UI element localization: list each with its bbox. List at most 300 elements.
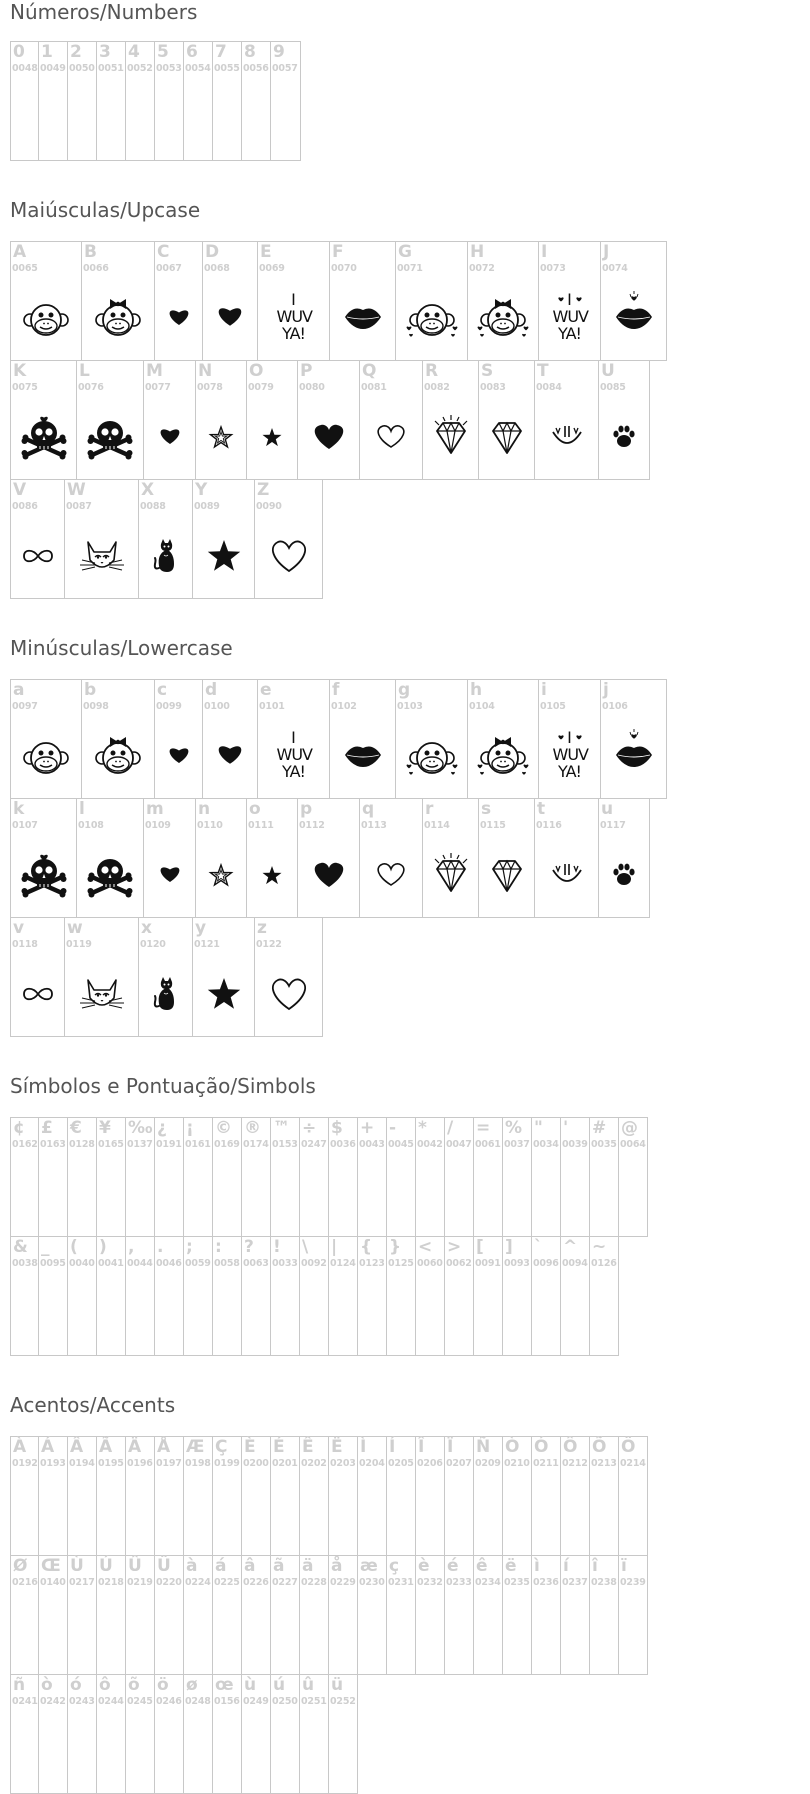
glyph-char: ü bbox=[331, 1675, 344, 1695]
paw-icon bbox=[599, 839, 649, 911]
glyph-char: ~ bbox=[592, 1237, 607, 1257]
glyph-char: æ bbox=[360, 1556, 378, 1576]
glyph-cell bbox=[416, 1436, 445, 1556]
glyph-char: ä bbox=[302, 1556, 314, 1576]
glyph-cell bbox=[68, 1117, 97, 1237]
glyph-code: 0035 bbox=[591, 1139, 617, 1150]
glyph-code: 0205 bbox=[388, 1458, 414, 1469]
glyph-char: é bbox=[447, 1556, 459, 1576]
glyph-char: L bbox=[79, 361, 90, 381]
heart-small-icon bbox=[155, 282, 202, 354]
glyph-char: S bbox=[481, 361, 494, 381]
glyph-cell bbox=[329, 1674, 358, 1794]
glyph-char: b bbox=[84, 680, 97, 700]
glyph-cell bbox=[213, 1674, 242, 1794]
glyph-char: y bbox=[195, 918, 207, 938]
glyph-code: 0207 bbox=[446, 1458, 472, 1469]
glyph-cell bbox=[97, 41, 126, 161]
glyph-char: % bbox=[505, 1118, 523, 1138]
glyph-code: 0195 bbox=[98, 1458, 124, 1469]
monkey-bow-hearts-icon bbox=[468, 282, 538, 354]
glyph-char: Ü bbox=[157, 1556, 171, 1576]
glyph-code: 0045 bbox=[388, 1139, 414, 1150]
skull-crossbones-heart-icon bbox=[11, 839, 76, 911]
accents-row bbox=[10, 1436, 648, 1556]
glyph-cell bbox=[358, 1436, 387, 1556]
glyph-text-wuv: WUV bbox=[552, 745, 588, 764]
glyph-code: 0071 bbox=[397, 263, 423, 274]
glyph-code: 0162 bbox=[12, 1139, 38, 1150]
heart-small-icon bbox=[144, 839, 195, 911]
glyph-cell bbox=[242, 1674, 271, 1794]
glyph-char: \ bbox=[302, 1237, 309, 1257]
glyph-cell bbox=[97, 1236, 126, 1356]
i-wuv-ya-icon bbox=[258, 720, 329, 792]
glyph-cell bbox=[445, 1436, 474, 1556]
glyph-code: 0191 bbox=[156, 1139, 182, 1150]
glyph-char: œ bbox=[215, 1675, 234, 1695]
glyph-code: 0250 bbox=[272, 1696, 298, 1707]
cat-sitting-icon bbox=[139, 958, 192, 1030]
glyph-cell bbox=[144, 360, 196, 480]
glyph-char: U bbox=[601, 361, 615, 381]
lips-hearts-icon bbox=[601, 282, 666, 354]
glyph-cell bbox=[271, 1117, 300, 1237]
glyph-char: A bbox=[13, 242, 27, 262]
glyph-char: | bbox=[331, 1237, 338, 1257]
glyph-code: 0104 bbox=[469, 701, 495, 712]
glyph-char: È bbox=[244, 1437, 256, 1457]
glyph-code: 0101 bbox=[259, 701, 285, 712]
glyph-cell bbox=[532, 1236, 561, 1356]
glyph-text-ya: YA! bbox=[282, 324, 305, 343]
glyph-char: X bbox=[141, 480, 155, 500]
glyph-char: ù bbox=[244, 1675, 257, 1695]
glyph-code: 0040 bbox=[69, 1258, 95, 1269]
star-outline-icon bbox=[196, 401, 246, 473]
heart-small-icon bbox=[144, 401, 195, 473]
glyph-code: 0242 bbox=[40, 1696, 66, 1707]
glyph-char: M bbox=[146, 361, 163, 381]
glyph-char: H bbox=[470, 242, 485, 262]
glyph-cell bbox=[360, 360, 423, 480]
glyph-cell bbox=[387, 1555, 416, 1675]
glyph-code: 0081 bbox=[361, 382, 387, 393]
glyph-char: P bbox=[300, 361, 313, 381]
glyph-cell bbox=[271, 1555, 300, 1675]
glyph-code: 0069 bbox=[259, 263, 285, 274]
glyph-cell bbox=[271, 1436, 300, 1556]
glyph-code: 0216 bbox=[12, 1577, 38, 1588]
glyph-char: K bbox=[13, 361, 27, 381]
glyph-char: Ã bbox=[99, 1437, 113, 1457]
glyph-cell bbox=[184, 1436, 213, 1556]
glyph-char: B bbox=[84, 242, 97, 262]
glyph-cell bbox=[479, 360, 535, 480]
glyph-char: F bbox=[332, 242, 344, 262]
glyph-code: 0068 bbox=[204, 263, 230, 274]
section-title-accents: Acentos/Accents bbox=[10, 1393, 176, 1417]
star-outline-icon bbox=[196, 839, 246, 911]
glyph-cell bbox=[242, 1236, 271, 1356]
glyph-code: 0192 bbox=[12, 1458, 38, 1469]
heart-wide-icon bbox=[298, 839, 359, 911]
glyph-text-ya: YA! bbox=[558, 762, 581, 781]
glyph-cell bbox=[300, 1436, 329, 1556]
monkey-bow-hearts-icon bbox=[468, 720, 538, 792]
glyph-code: 0061 bbox=[475, 1139, 501, 1150]
glyph-text-wuv: WUV bbox=[276, 745, 312, 764]
glyph-code: 0047 bbox=[446, 1139, 472, 1150]
glyph-code: 0234 bbox=[475, 1577, 501, 1588]
glyph-char: 4 bbox=[128, 42, 140, 62]
glyph-cell bbox=[193, 917, 255, 1037]
glyph-code: 0042 bbox=[417, 1139, 443, 1150]
glyph-char: á bbox=[215, 1556, 227, 1576]
glyph-cell bbox=[144, 798, 196, 918]
glyph-cell bbox=[213, 1555, 242, 1675]
glyph-cell bbox=[590, 1236, 619, 1356]
glyph-char: £ bbox=[41, 1118, 53, 1138]
glyph-char: w bbox=[67, 918, 83, 938]
glyph-cell bbox=[68, 1555, 97, 1675]
glyph-cell bbox=[590, 1117, 619, 1237]
glyph-code: 0044 bbox=[127, 1258, 153, 1269]
section-title-symbols: Símbolos e Pontuação/Simbols bbox=[10, 1074, 316, 1098]
glyph-char: ¡ bbox=[186, 1118, 194, 1138]
glyph-cell bbox=[532, 1117, 561, 1237]
glyph-cell bbox=[139, 479, 193, 599]
glyph-code: 0080 bbox=[299, 382, 325, 393]
heart-solid-icon bbox=[203, 282, 257, 354]
glyph-char: Y bbox=[195, 480, 208, 500]
glyph-char: T bbox=[537, 361, 549, 381]
glyph-cell bbox=[139, 917, 193, 1037]
glyph-cell bbox=[184, 1674, 213, 1794]
glyph-char: Ì bbox=[360, 1437, 367, 1457]
glyph-cell bbox=[271, 1674, 300, 1794]
glyph-code: 0106 bbox=[602, 701, 628, 712]
i-wuv-ya-icon bbox=[258, 282, 329, 354]
glyph-cell bbox=[155, 1117, 184, 1237]
glyph-char: © bbox=[215, 1118, 232, 1138]
glyph-code: 0137 bbox=[127, 1139, 153, 1150]
glyph-code: 0079 bbox=[248, 382, 274, 393]
glyph-code: 0088 bbox=[140, 501, 166, 512]
glyph-code: 0140 bbox=[40, 1577, 66, 1588]
glyph-char: m bbox=[146, 799, 164, 819]
glyph-char: ? bbox=[244, 1237, 254, 1257]
glyph-cell bbox=[503, 1236, 532, 1356]
i-wuv-ya-hearts-icon bbox=[539, 282, 600, 354]
glyph-code: 0247 bbox=[301, 1139, 327, 1150]
glyph-code: 0113 bbox=[361, 820, 387, 831]
glyph-code: 0114 bbox=[424, 820, 450, 831]
glyph-cell bbox=[619, 1436, 648, 1556]
glyph-code: 0116 bbox=[536, 820, 562, 831]
monkey-bow-icon bbox=[82, 720, 154, 792]
glyph-code: 0174 bbox=[243, 1139, 269, 1150]
glyph-cell bbox=[65, 917, 139, 1037]
glyph-code: 0096 bbox=[533, 1258, 559, 1269]
glyph-code: 0058 bbox=[214, 1258, 240, 1269]
glyph-code: 0197 bbox=[156, 1458, 182, 1469]
glyph-cell bbox=[599, 798, 650, 918]
glyph-cell bbox=[416, 1236, 445, 1356]
glyph-code: 0059 bbox=[185, 1258, 211, 1269]
glyph-cell bbox=[155, 1236, 184, 1356]
glyph-code: 0206 bbox=[417, 1458, 443, 1469]
glyph-cell bbox=[619, 1117, 648, 1237]
glyph-char: à bbox=[186, 1556, 198, 1576]
smile-icon bbox=[535, 839, 598, 911]
glyph-text-i: I bbox=[291, 728, 296, 747]
glyph-code: 0077 bbox=[145, 382, 171, 393]
glyph-char: 2 bbox=[70, 42, 82, 62]
glyph-cell bbox=[126, 1436, 155, 1556]
glyph-cell bbox=[126, 1674, 155, 1794]
glyph-cell bbox=[10, 1117, 39, 1237]
glyph-char: s bbox=[481, 799, 492, 819]
glyph-cell bbox=[416, 1555, 445, 1675]
glyph-code: 0110 bbox=[197, 820, 223, 831]
glyph-code: 0217 bbox=[69, 1577, 95, 1588]
glyph-code: 0074 bbox=[602, 263, 628, 274]
glyph-cell bbox=[10, 360, 77, 480]
glyph-cell bbox=[193, 479, 255, 599]
glyph-char: Ô bbox=[563, 1437, 578, 1457]
glyph-code: 0235 bbox=[504, 1577, 530, 1588]
glyph-cell bbox=[300, 1117, 329, 1237]
infinity-icon bbox=[11, 958, 64, 1030]
glyph-code: 0246 bbox=[156, 1696, 182, 1707]
glyph-cell bbox=[561, 1236, 590, 1356]
glyph-cell bbox=[358, 1555, 387, 1675]
glyph-code: 0231 bbox=[388, 1577, 414, 1588]
glyph-text-i: I bbox=[567, 728, 572, 747]
glyph-cell bbox=[468, 679, 539, 799]
glyph-code: 0097 bbox=[12, 701, 38, 712]
glyph-cell bbox=[329, 1436, 358, 1556]
glyph-char: ø bbox=[186, 1675, 198, 1695]
glyph-cell bbox=[155, 1555, 184, 1675]
glyph-cell bbox=[561, 1117, 590, 1237]
glyph-cell bbox=[474, 1117, 503, 1237]
glyph-code: 0163 bbox=[40, 1139, 66, 1150]
glyph-char: ò bbox=[41, 1675, 53, 1695]
glyph-code: 0098 bbox=[83, 701, 109, 712]
glyph-char: å bbox=[331, 1556, 343, 1576]
glyph-code: 0121 bbox=[194, 939, 220, 950]
glyph-char: { bbox=[360, 1237, 373, 1257]
glyph-cell bbox=[601, 679, 667, 799]
glyph-code: 0100 bbox=[204, 701, 230, 712]
glyph-cell bbox=[387, 1117, 416, 1237]
symbols-row bbox=[10, 1236, 619, 1356]
glyph-char: : bbox=[215, 1237, 222, 1257]
glyph-char: î bbox=[592, 1556, 598, 1576]
glyph-char: > bbox=[447, 1237, 462, 1257]
glyph-char: Ï bbox=[447, 1437, 454, 1457]
glyph-char: Ù bbox=[70, 1556, 84, 1576]
glyph-char: ) bbox=[99, 1237, 107, 1257]
glyph-code: 0243 bbox=[69, 1696, 95, 1707]
glyph-char: } bbox=[389, 1237, 402, 1257]
glyph-cell bbox=[97, 1117, 126, 1237]
glyph-char: Ó bbox=[534, 1437, 549, 1457]
glyph-code: 0199 bbox=[214, 1458, 240, 1469]
glyph-char: Œ bbox=[41, 1556, 61, 1576]
glyph-code: 0239 bbox=[620, 1577, 646, 1588]
heart-solid-icon bbox=[203, 720, 257, 792]
glyph-cell bbox=[358, 1117, 387, 1237]
glyph-code: 0033 bbox=[272, 1258, 298, 1269]
glyph-code: 0248 bbox=[185, 1696, 211, 1707]
glyph-cell bbox=[535, 360, 599, 480]
glyph-char: f bbox=[332, 680, 340, 700]
section-title-lowercase: Minúsculas/Lowercase bbox=[10, 636, 233, 660]
glyph-cell bbox=[155, 241, 203, 361]
glyph-code: 0204 bbox=[359, 1458, 385, 1469]
glyph-cell bbox=[445, 1236, 474, 1356]
glyph-code: 0225 bbox=[214, 1577, 240, 1588]
glyph-code: 0056 bbox=[243, 63, 269, 74]
glyph-char: o bbox=[249, 799, 261, 819]
lower-row bbox=[10, 917, 323, 1037]
glyph-cell bbox=[539, 679, 601, 799]
section-title-upcase: Maiúsculas/Upcase bbox=[10, 198, 201, 222]
glyph-char: N bbox=[198, 361, 213, 381]
glyph-char: õ bbox=[128, 1675, 140, 1695]
glyph-code: 0117 bbox=[600, 820, 626, 831]
star-small-icon bbox=[247, 839, 297, 911]
glyph-char: n bbox=[198, 799, 211, 819]
glyph-code: 0214 bbox=[620, 1458, 646, 1469]
glyph-text-wuv: WUV bbox=[276, 307, 312, 326]
glyph-cell bbox=[258, 679, 330, 799]
glyph-code: 0064 bbox=[620, 1139, 646, 1150]
glyph-code: 0067 bbox=[156, 263, 182, 274]
glyph-cell bbox=[213, 41, 242, 161]
glyph-char: ú bbox=[273, 1675, 286, 1695]
glyph-char: & bbox=[13, 1237, 28, 1257]
monkey-face-icon bbox=[11, 282, 81, 354]
glyph-char: € bbox=[70, 1118, 82, 1138]
glyph-char: Ê bbox=[302, 1437, 314, 1457]
glyph-code: 0070 bbox=[331, 263, 357, 274]
glyph-code: 0066 bbox=[83, 263, 109, 274]
glyph-char: ™ bbox=[273, 1118, 290, 1138]
glyph-code: 0060 bbox=[417, 1258, 443, 1269]
glyph-cell bbox=[184, 1236, 213, 1356]
glyph-code: 0073 bbox=[540, 263, 566, 274]
glyph-char: Â bbox=[70, 1437, 84, 1457]
glyph-cell bbox=[255, 479, 323, 599]
glyph-char: Ø bbox=[13, 1556, 28, 1576]
glyph-cell bbox=[503, 1436, 532, 1556]
glyph-cell bbox=[82, 241, 155, 361]
accents-row bbox=[10, 1674, 358, 1794]
glyph-code: 0236 bbox=[533, 1577, 559, 1588]
glyph-cell bbox=[479, 798, 535, 918]
glyph-cell bbox=[39, 1436, 68, 1556]
glyph-cell bbox=[126, 1117, 155, 1237]
glyph-cell bbox=[39, 1236, 68, 1356]
glyph-char: C bbox=[157, 242, 170, 262]
glyph-cell bbox=[532, 1555, 561, 1675]
star-big-icon bbox=[193, 520, 254, 592]
glyph-code: 0099 bbox=[156, 701, 182, 712]
glyph-cell bbox=[445, 1555, 474, 1675]
glyph-code: 0125 bbox=[388, 1258, 414, 1269]
glyph-cell bbox=[39, 1674, 68, 1794]
glyph-text-ya: YA! bbox=[558, 324, 581, 343]
glyph-cell bbox=[10, 1236, 39, 1356]
glyph-char: [ bbox=[476, 1237, 484, 1257]
glyph-cell bbox=[387, 1236, 416, 1356]
glyph-cell bbox=[68, 1236, 97, 1356]
glyph-char: u bbox=[601, 799, 614, 819]
lower-row bbox=[10, 679, 667, 799]
glyph-char: O bbox=[249, 361, 264, 381]
glyph-cell bbox=[271, 1236, 300, 1356]
glyph-cell bbox=[396, 679, 468, 799]
glyph-code: 0057 bbox=[272, 63, 298, 74]
glyph-cell bbox=[126, 1555, 155, 1675]
glyph-cell bbox=[329, 1117, 358, 1237]
glyph-code: 0039 bbox=[562, 1139, 588, 1150]
glyph-cell bbox=[271, 41, 301, 161]
glyph-code: 0209 bbox=[475, 1458, 501, 1469]
skull-crossbones-icon bbox=[77, 839, 143, 911]
glyph-code: 0128 bbox=[69, 1139, 95, 1150]
glyph-cell bbox=[203, 241, 258, 361]
glyph-cell bbox=[10, 679, 82, 799]
glyph-code: 0095 bbox=[40, 1258, 66, 1269]
glyph-char: ô bbox=[99, 1675, 111, 1695]
glyph-code: 0228 bbox=[301, 1577, 327, 1588]
glyph-char: ì bbox=[534, 1556, 540, 1576]
glyph-char: Á bbox=[41, 1437, 55, 1457]
glyph-char: ï bbox=[621, 1556, 627, 1576]
glyph-code: 0203 bbox=[330, 1458, 356, 1469]
glyph-cell bbox=[590, 1436, 619, 1556]
glyph-cell bbox=[155, 41, 184, 161]
lower-row bbox=[10, 798, 650, 918]
glyph-cell bbox=[68, 1674, 97, 1794]
glyph-code: 0102 bbox=[331, 701, 357, 712]
glyph-code: 0075 bbox=[12, 382, 38, 393]
glyph-code: 0224 bbox=[185, 1577, 211, 1588]
glyph-cell bbox=[503, 1555, 532, 1675]
glyph-text-i: I bbox=[567, 290, 572, 309]
glyph-code: 0092 bbox=[301, 1258, 327, 1269]
glyph-code: 0251 bbox=[301, 1696, 327, 1707]
infinity-icon bbox=[11, 520, 64, 592]
glyph-code: 0210 bbox=[504, 1458, 530, 1469]
glyph-char: Ë bbox=[331, 1437, 343, 1457]
glyph-code: 0087 bbox=[66, 501, 92, 512]
glyph-cell bbox=[387, 1436, 416, 1556]
glyph-code: 0202 bbox=[301, 1458, 327, 1469]
glyph-code: 0109 bbox=[145, 820, 171, 831]
glyph-char: t bbox=[537, 799, 546, 819]
glyph-cell bbox=[155, 679, 203, 799]
glyph-cell bbox=[10, 41, 39, 161]
glyph-char: $ bbox=[331, 1118, 343, 1138]
glyph-char: " bbox=[534, 1118, 543, 1138]
glyph-char: 3 bbox=[99, 42, 111, 62]
